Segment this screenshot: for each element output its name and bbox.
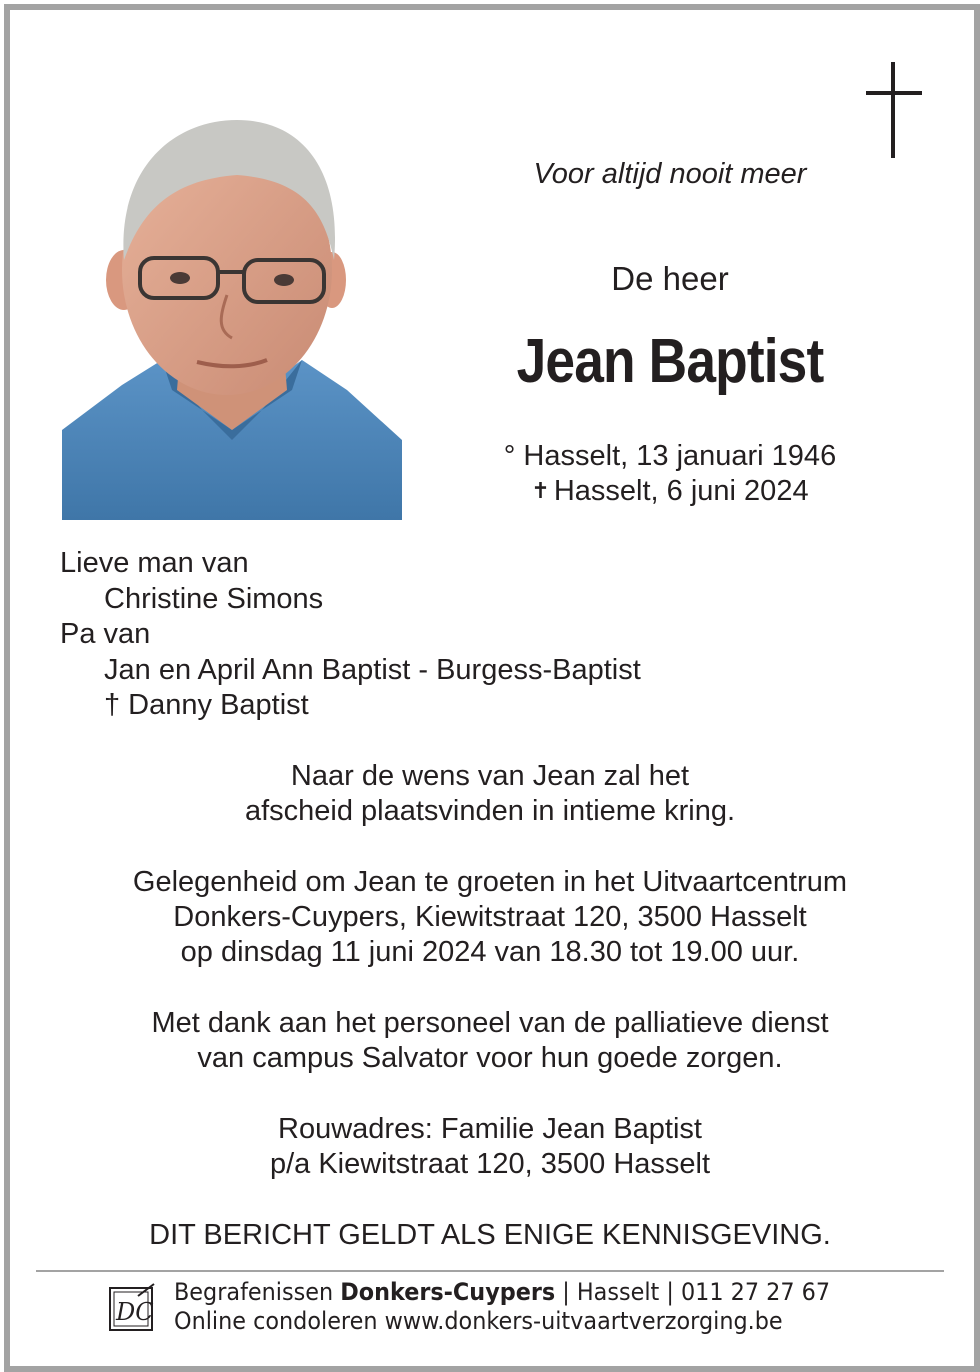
death-info [440, 475, 900, 508]
visitation-line: Donkers-Cuypers, Kiewitstraat 120, 3500 Hasselt [173, 901, 807, 933]
footer-contact: | Hasselt | 011 27 27 67 [555, 1278, 831, 1306]
footer-line-1 [174, 1278, 830, 1307]
address-paragraph [40, 1112, 940, 1182]
funeral-home-logo-icon [108, 1282, 156, 1332]
notice: DIT BERICHT GELDT ALS ENIGE KENNISGEVING. [149, 1219, 831, 1251]
footer-company: Donkers-Cuypers [340, 1278, 556, 1306]
address-line: Rouwadres: Familie Jean Baptist [278, 1113, 702, 1145]
cross-icon [866, 62, 922, 158]
farewell-paragraph [40, 759, 940, 829]
family-line: † Danny Baptist [104, 689, 309, 721]
visitation-line: Gelegenheid om Jean te groeten in het Uitvaartcentrum [132, 866, 848, 898]
visitation-line: op dinsdag 11 juni 2024 van 18.30 tot 19.00 uur. [180, 936, 800, 968]
thanks-line: van campus Salvator voor hun goede zorgen. [197, 1042, 783, 1074]
visitation-paragraph [40, 865, 940, 970]
thanks-paragraph [40, 1006, 940, 1076]
birth-info: ° Hasselt, 13 januari 1946 [503, 440, 837, 472]
family-line: Lieve man van [60, 547, 249, 579]
address-line: p/a Kiewitstraat 120, 3500 Hasselt [269, 1148, 711, 1180]
farewell-line: afscheid plaatsvinden in intieme kring. [244, 795, 736, 827]
family-line: Pa van [60, 618, 151, 650]
footer-info [174, 1278, 830, 1336]
portrait-photo [62, 110, 402, 520]
motto: Voor altijd nooit meer [533, 158, 807, 190]
footer-divider [36, 1270, 944, 1272]
logo-text: DC [116, 1298, 154, 1326]
thanks-line: Met dank aan het personeel van de palliatieve dienst [151, 1007, 829, 1039]
deceased-name: Jean Baptist [516, 327, 824, 396]
family-line: Jan en April Ann Baptist - Burgess-Baptist [104, 653, 641, 686]
death-cross-icon: ✝ [531, 478, 550, 503]
footer-prefix: Begrafenissen [174, 1278, 341, 1306]
family-list [60, 546, 641, 724]
honorific: De heer [611, 260, 729, 297]
family-line: Christine Simons [104, 582, 324, 615]
death-text: Hasselt, 6 juni 2024 [553, 475, 809, 507]
footer-condolence-link[interactable]: Online condoleren www.donkers-uitvaartverzorging.be [174, 1307, 783, 1335]
farewell-line: Naar de wens van Jean zal het [290, 760, 690, 792]
